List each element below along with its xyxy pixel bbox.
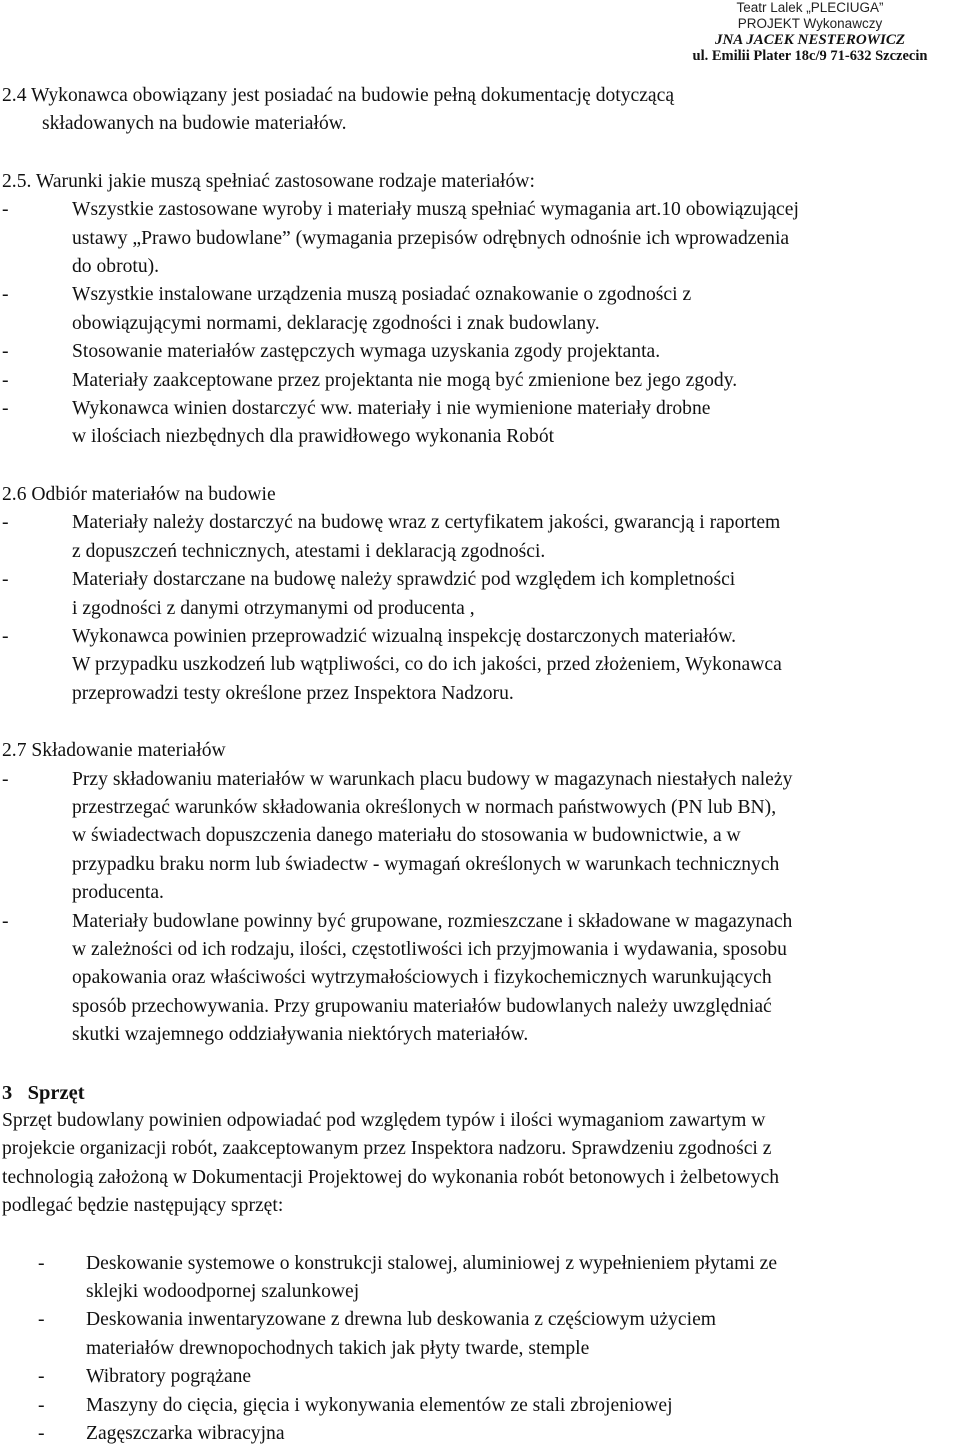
list-line: Przy składowaniu materiałów w warunkach placu budowy w magazynach niestałych należy bbox=[72, 768, 793, 790]
list-line: do obrotu). bbox=[72, 256, 160, 278]
bullet-dash: - bbox=[2, 768, 9, 790]
list-line: sposób przechowywania. Przy grupowaniu materiałów budowlanych należy uwzględniać bbox=[72, 995, 772, 1017]
list-line: przeprowadzi testy określone przez Inspektora Nadzoru. bbox=[72, 682, 514, 704]
bullet-dash: - bbox=[38, 1309, 45, 1331]
list-line: ustawy „Prawo budowlane” (wymagania przepisów odrębnych odnośnie ich wprowadzenia bbox=[72, 227, 790, 249]
list-line: Wibratory pogrążane bbox=[86, 1366, 252, 1388]
bullet-dash: - bbox=[38, 1252, 45, 1274]
list-item bbox=[2, 1420, 952, 1448]
list-item bbox=[2, 395, 952, 452]
list-line: obowiązującymi normami, deklarację zgodności i znak budowlany. bbox=[72, 312, 600, 334]
list-item bbox=[2, 1306, 952, 1363]
list-line: przestrzegać warunków składowania określonych w normach państwowych (PN lub BN), bbox=[72, 796, 777, 818]
list-item bbox=[2, 566, 952, 623]
section-3 bbox=[2, 1079, 952, 1449]
list-line: skutki wzajemnego oddziaływania niektórych materiałów. bbox=[72, 1024, 529, 1046]
list-line: Deskowanie systemowe o konstrukcji stalowej, aluminiowej z wypełnieniem płytami ze bbox=[86, 1252, 778, 1274]
bullet-dash: - bbox=[2, 569, 9, 591]
bullet-dash: - bbox=[2, 398, 9, 420]
list-line: przypadku braku norm lub świadectw - wymagań określonych w warunkach technicznych bbox=[72, 853, 780, 875]
section-2-6 bbox=[2, 481, 952, 708]
list-item bbox=[2, 338, 952, 366]
section-2-5 bbox=[2, 168, 952, 452]
bullet-dash: - bbox=[2, 369, 9, 391]
list-line: Wszystkie zastosowane wyroby i materiały muszą spełniać wymagania art.10 obowiązującej bbox=[72, 199, 799, 221]
section-2-7 bbox=[2, 737, 952, 1049]
paragraph-line: Sprzęt budowlany powinien odpowiadać pod względem typów i ilości wymaganiom zawartym w bbox=[2, 1110, 766, 1131]
paragraph-line: składowanych na budowie materiałów. bbox=[42, 113, 347, 135]
bullet-dash: - bbox=[2, 341, 9, 363]
paragraph-line: projekcie organizacji robót, zaakceptowanym przez Inspektora nadzoru. Sprawdzeniu zgodności z bbox=[2, 1138, 772, 1160]
list-item bbox=[2, 509, 952, 566]
list-line: materiałów drewnopochodnych takich jak płyty twarde, stemple bbox=[86, 1337, 590, 1359]
list-line: Materiały zaakceptowane przez projektanta nie mogą być zmienione bez jego zgody. bbox=[72, 369, 738, 391]
bullet-dash: - bbox=[2, 284, 9, 306]
list-line: sklejki wodoodpornej szalunkowej bbox=[86, 1281, 360, 1303]
paragraph-line: technologią założoną w Dokumentacji Projektowej do wykonania robót betonowych i żelbetowych bbox=[2, 1166, 779, 1188]
bullet-dash: - bbox=[2, 625, 9, 647]
bullet-dash: - bbox=[2, 199, 9, 221]
list-line: Wykonawca winien dostarczyć ww. materiały i nie wymienione materiały drobne bbox=[72, 398, 711, 420]
bullet-dash: - bbox=[38, 1366, 45, 1388]
list-item bbox=[2, 623, 952, 708]
list-line: Wszystkie instalowane urządzenia muszą posiadać oznakowanie o zgodności z bbox=[72, 284, 692, 306]
list-line: w zależności od ich rodzaju, ilości, częstotliwości ich przyjmowania i wydawania, sposobu bbox=[72, 938, 787, 960]
bullet-dash: - bbox=[2, 512, 9, 534]
list-line: Materiały budowlane powinny być grupowane, rozmieszczane i składowane w magazynach bbox=[72, 910, 793, 932]
list-line: w świadectwach dopuszczenia danego materiału do stosowania w budownictwie, a w bbox=[72, 825, 741, 847]
header-address: ul. Emilii Plater 18c/9 71-632 Szczecin bbox=[692, 48, 928, 64]
section-2-4 bbox=[2, 82, 952, 139]
header-author: JNA JACEK NESTEROWICZ bbox=[714, 32, 906, 48]
list-line: Wykonawca powinien przeprowadzić wizualną inspekcję dostarczonych materiałów. bbox=[72, 625, 737, 647]
header-project-type: PROJEKT Wykonawczy bbox=[737, 16, 883, 31]
section-title: 2.7 Składowanie materiałów bbox=[2, 740, 226, 762]
header-theatre: Teatr Lalek „PLECIUGA” bbox=[736, 0, 884, 15]
document-header bbox=[660, 0, 960, 64]
list-item bbox=[2, 367, 952, 395]
list-line: Maszyny do cięcia, gięcia i wykonywania elementów ze stali zbrojeniowej bbox=[86, 1394, 673, 1416]
list-line: Deskowania inwentaryzowane z drewna lub deskowania z częściowym użyciem bbox=[86, 1309, 717, 1331]
list-line: w ilościach niezbędnych dla prawidłowego wykonania Robót bbox=[72, 426, 555, 448]
list-line: Zagęszczarka wibracyjna bbox=[86, 1423, 285, 1445]
bullet-dash: - bbox=[38, 1394, 45, 1416]
list-line: z dopuszczeń technicznych, atestami i deklaracją zgodności. bbox=[72, 540, 546, 562]
section-title: 2.6 Odbiór materiałów na budowie bbox=[2, 483, 276, 505]
section-title: 2.5. Warunki jakie muszą spełniać zastosowane rodzaje materiałów: bbox=[2, 170, 535, 192]
list-line: Stosowanie materiałów zastępczych wymaga uzyskania zgody projektanta. bbox=[72, 341, 661, 363]
list-item bbox=[2, 766, 952, 908]
list-line: opakowania oraz właściwości wytrzymałościowych i fizykochemicznych warunkujących bbox=[72, 967, 772, 989]
list-line: producenta. bbox=[72, 882, 164, 904]
list-line: Materiały dostarczane na budowę należy sprawdzić pod względem ich kompletności bbox=[72, 569, 736, 591]
list-item bbox=[2, 908, 952, 1050]
list-item bbox=[2, 1250, 952, 1307]
document-body bbox=[2, 82, 952, 1448]
section-heading bbox=[2, 1079, 952, 1107]
list-item bbox=[2, 1363, 952, 1391]
paragraph-line: 2.4 Wykonawca obowiązany jest posiadać na budowie pełną dokumentację dotyczącą bbox=[2, 85, 675, 106]
list-line: Materiały należy dostarczyć na budowę wraz z certyfikatem jakości, gwarancją i raportem bbox=[72, 512, 781, 534]
bullet-dash: - bbox=[2, 910, 9, 932]
list-item bbox=[2, 1392, 952, 1420]
bullet-dash: - bbox=[38, 1423, 45, 1445]
section-number: 3 bbox=[2, 1081, 13, 1104]
list-line: W przypadku uszkodzeń lub wątpliwości, co do ich jakości, przed złożeniem, Wykonawca bbox=[72, 654, 782, 676]
list-item bbox=[2, 281, 952, 338]
paragraph-line: podlegać będzie następujący sprzęt: bbox=[2, 1195, 284, 1217]
list-item bbox=[2, 196, 952, 281]
section-title: Sprzęt bbox=[27, 1081, 85, 1104]
list-line: i zgodności z danymi otrzymanymi od producenta , bbox=[72, 597, 475, 619]
